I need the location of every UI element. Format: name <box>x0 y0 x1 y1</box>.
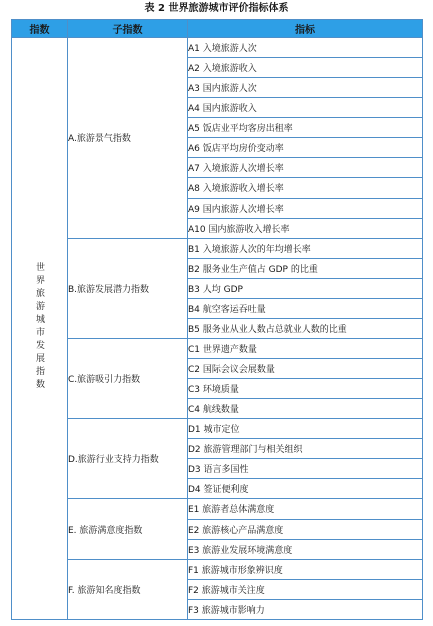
indicator-cell: A10 国内旅游收入增长率 <box>188 218 423 238</box>
indicator-cell: A3 国内旅游人次 <box>188 78 423 98</box>
indicator-cell: A9 国内旅游人次增长率 <box>188 198 423 218</box>
table-row <box>12 419 423 439</box>
sub-index-cell: E. 旅游满意度指数 <box>68 499 188 559</box>
sub-index-cell: D.旅游行业支持力指数 <box>68 419 188 499</box>
indicator-cell: C3 环境质量 <box>188 379 423 399</box>
indicator-cell: A5 饭店业平均客房出租率 <box>188 118 423 138</box>
indicator-cell: E2 旅游核心产品满意度 <box>188 519 423 539</box>
header-sub-index: 子指数 <box>68 20 188 38</box>
indicator-cell: A2 入境旅游收入 <box>188 58 423 78</box>
indicator-cell: C2 国际会议会展数量 <box>188 359 423 379</box>
indicator-cell: A1 入境旅游人次 <box>188 38 423 58</box>
indicator-cell: D2 旅游管理部门与相关组织 <box>188 439 423 459</box>
indicator-cell: D1 城市定位 <box>188 419 423 439</box>
indicator-cell: E1 旅游者总体满意度 <box>188 499 423 519</box>
table-row <box>12 338 423 358</box>
header-indicator: 指标 <box>188 20 423 38</box>
header-row <box>12 20 423 38</box>
index-cell <box>12 38 68 620</box>
indicator-cell: C1 世界遗产数量 <box>188 338 423 358</box>
indicator-table <box>11 19 423 620</box>
indicator-cell: B4 航空客运吞吐量 <box>188 298 423 318</box>
indicator-cell: F2 旅游城市关注度 <box>188 579 423 599</box>
table-row <box>12 499 423 519</box>
table-row <box>12 559 423 579</box>
indicator-cell: E3 旅游业发展环境满意度 <box>188 539 423 559</box>
index-name: 世界旅游城市发展指数 <box>34 262 44 392</box>
sub-index-cell: A.旅游景气指数 <box>68 38 188 239</box>
indicator-cell: A4 国内旅游收入 <box>188 98 423 118</box>
sub-index-cell: F. 旅游知名度指数 <box>68 559 188 619</box>
indicator-cell: C4 航线数量 <box>188 399 423 419</box>
sub-index-cell: C.旅游吸引力指数 <box>68 338 188 418</box>
indicator-cell: B2 服务业生产值占 GDP 的比重 <box>188 258 423 278</box>
table-row <box>12 238 423 258</box>
indicator-cell: A8 入境旅游收入增长率 <box>188 178 423 198</box>
indicator-cell: D4 签证便利度 <box>188 479 423 499</box>
indicator-cell: A7 入境旅游人次增长率 <box>188 158 423 178</box>
indicator-cell: B1 入境旅游人次的年均增长率 <box>188 238 423 258</box>
indicator-cell: D3 语言多国性 <box>188 459 423 479</box>
indicator-cell: B3 人均 GDP <box>188 278 423 298</box>
sub-index-cell: B.旅游发展潜力指数 <box>68 238 188 338</box>
table-title: 表 2 世界旅游城市评价指标体系 <box>144 3 289 14</box>
indicator-cell: B5 服务业从业人数占总就业人数的比重 <box>188 318 423 338</box>
table-row <box>12 38 423 58</box>
table-body <box>12 38 423 620</box>
indicator-cell: F3 旅游城市影响力 <box>188 599 423 619</box>
header-index: 指数 <box>12 20 68 38</box>
indicator-cell: A6 饭店平均房价变动率 <box>188 138 423 158</box>
indicator-cell: F1 旅游城市形象辨识度 <box>188 559 423 579</box>
